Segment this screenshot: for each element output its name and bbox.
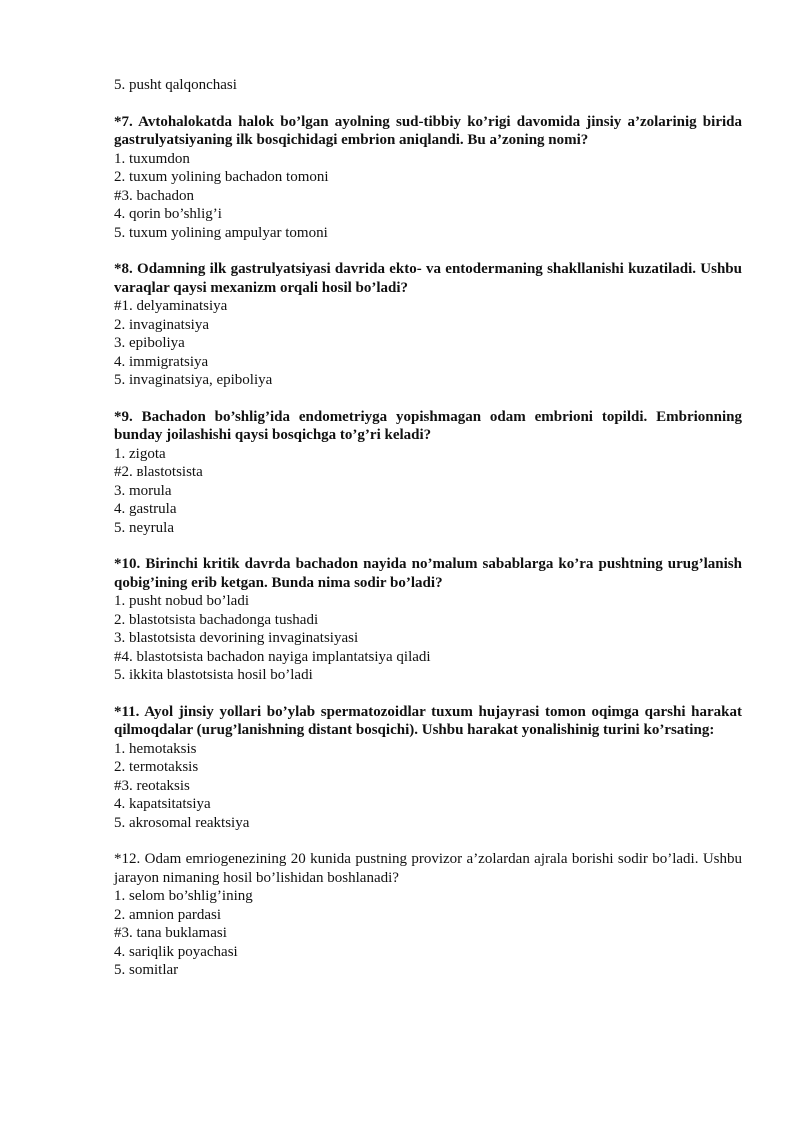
answer-option-correct: #3. tana buklamasi [114, 925, 227, 941]
answer-option: 5. tuxum yolining ampulyar tomoni [114, 224, 328, 241]
answer-option: 4. gastrula [114, 501, 177, 517]
document-page [114, 76, 742, 980]
question-7 [114, 113, 742, 243]
answer-option: 5. invaginatsiya, epiboliya [114, 372, 273, 388]
answer-option-correct: #1. delyaminatsiya [114, 298, 228, 314]
answer-option: 5. somitlar [114, 962, 179, 978]
answer-option-correct: #4. blastotsista bachadon nayiga implantatsiya qiladi [114, 648, 431, 665]
answer-option: 1. zigota [114, 445, 166, 462]
answer-option: 5. neyrula [114, 519, 174, 536]
answer-option: 4. qorin bo’shlig’i [114, 206, 222, 222]
question-8 [114, 260, 742, 390]
answer-option: 5. akrosomal reaktsiya [114, 814, 250, 831]
answer-option-correct: #2. вlastotsista [114, 464, 203, 480]
question-title: *12. Odam emriogenezining 20 kunida pustning provizor a’zolardan ajrala borishi sodir bo’ladi. Ushbu jarayon nimaning hosil bo’lishidan boshlanadi? [114, 851, 742, 886]
question-title: *11. Ayol jinsiy yollari bo’ylab spermatozoidlar tuxum hujayrasi tomon oqimga qarshi harakat qilmoqdalar (urug’lanishning distant bosqichi). Ushbu harakat yonalishinig turini ko’rsating: [114, 703, 742, 738]
answer-option: 4. kapatsitatsiya [114, 796, 211, 812]
answer-option: 2. invaginatsiya [114, 316, 209, 333]
question-12 [114, 850, 742, 980]
answer-option: 2. tuxum yolining bachadon tomoni [114, 169, 329, 185]
answer-option: 2. blastotsista bachadonga tushadi [114, 611, 319, 628]
answer-option: 3. epiboliya [114, 335, 185, 351]
answer-option: 4. immigratsiya [114, 353, 209, 370]
answer-option: 5. ikkita blastotsista hosil bo’ladi [114, 667, 313, 683]
question-title: *9. Bachadon bo’shlig’ida endometriyga yopishmagan odam embrioni topildi. Embrionning bunday joilashishi qaysi bosqichga to’g’ri keladi? [114, 408, 742, 443]
answer-option: 2. termotaksis [114, 759, 199, 775]
answer-option: 3. morula [114, 482, 172, 499]
answer-option: 1. selom bo’shlig’ining [114, 888, 253, 904]
question-title: *10. Birinchi kritik davrda bachadon nayida no’malum sabablarga ko’ra pushtning urug’lanish qobig’ining erib ketgan. Bunda nima sodir bo’ladi? [114, 556, 742, 591]
answer-option: 3. blastotsista devorining invaginatsiyasi [114, 630, 359, 646]
answer-option-correct: #3. bachadon [114, 187, 194, 204]
answer-option: 1. tuxumdon [114, 150, 190, 167]
answer-option: 2. amnion pardasi [114, 906, 222, 923]
lead-option: 5. pusht qalqonchasi [114, 77, 237, 93]
answer-option: 1. pusht nobud bo’ladi [114, 593, 249, 609]
question-title: *7. Avtohalokatda halok bo’lgan ayolning sud-tibbiy ko’rigi davomida jinsiy a’zolarinig birida gastrulyatsiyaning ilk bosqichidagi embrion aniqlandi. Bu a’zoning nomi? [114, 113, 742, 148]
answer-option: 4. sariqlik poyachasi [114, 943, 238, 960]
answer-option: 1. hemotaksis [114, 740, 197, 757]
question-9 [114, 408, 742, 538]
question-title: *8. Odamning ilk gastrulyatsiyasi davrida ekto- va entodermaning shakllanishi kuzatiladi. Ushbu varaqlar qaysi mexanizm orqali hosil bo’ladi? [114, 261, 742, 296]
question-10 [114, 555, 742, 685]
question-11 [114, 703, 742, 833]
answer-option-correct: #3. reotaksis [114, 777, 190, 794]
